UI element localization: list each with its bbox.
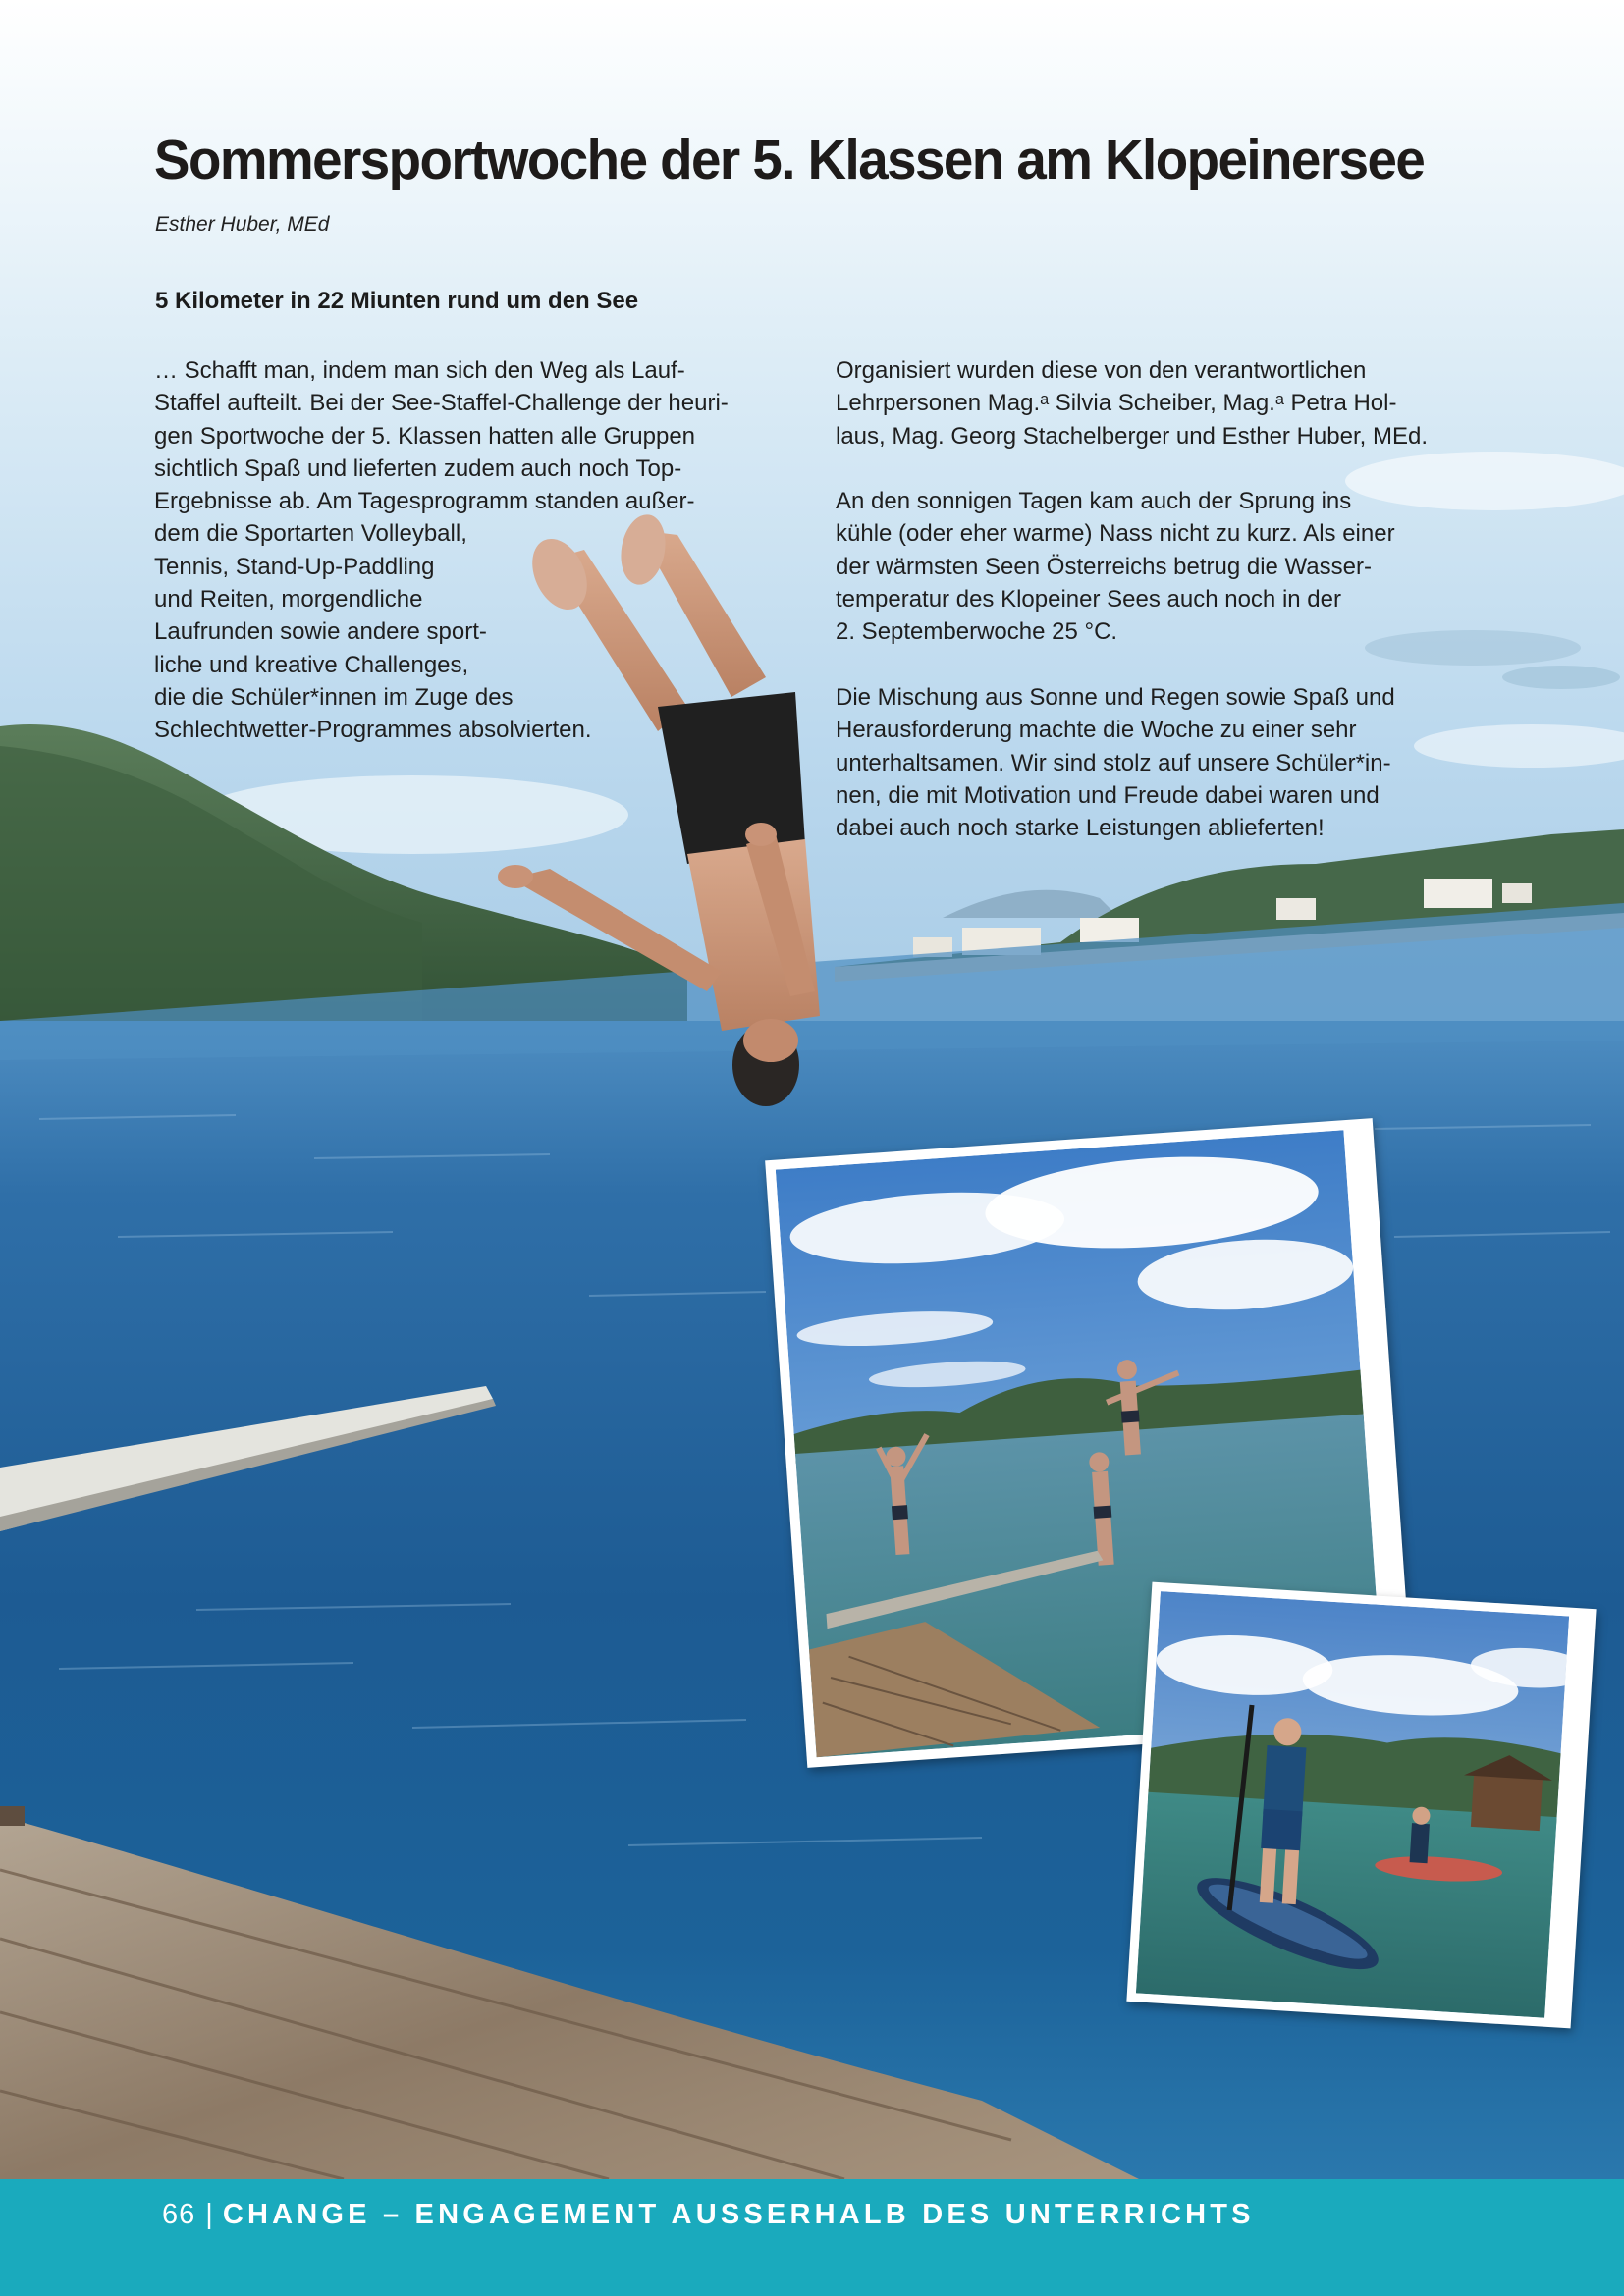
right-column-line: unterhaltsamen. Wir sind stolz auf unsere Schüler*in- <box>836 749 1391 776</box>
right-column-line: temperatur des Klopeiner Sees auch noch in der <box>836 586 1341 614</box>
right-column-line: Herausforderung machte die Woche zu einer sehr <box>836 717 1357 744</box>
right-column-line: Organisiert wurden diese von den verantwortlichen <box>836 357 1367 384</box>
right-column-line: dabei auch noch starke Leistungen ablieferten! <box>836 815 1325 842</box>
section-title: CHANGE – ENGAGEMENT AUSSERHALB DES UNTERRICHTS <box>222 2199 1255 2230</box>
left-column-line: gen Sportwoche der 5. Klassen hatten alle Gruppen <box>154 422 696 450</box>
left-column-line: dem die Sportarten Volleyball, <box>154 520 467 548</box>
paragraph-spacer <box>836 453 1428 485</box>
left-column-line: Schlechtwetter-Programmes absolvierten. <box>154 717 592 744</box>
article-author: Esther Huber, MEd <box>155 213 330 236</box>
left-column-line: und Reiten, morgendliche <box>154 586 423 614</box>
left-column-line: liche und kreative Challenges, <box>154 651 469 678</box>
article-subheading: 5 Kilometer in 22 Miunten rund um den See <box>155 288 639 314</box>
right-column-line: laus, Mag. Georg Stachelberger und Esther Huber, MEd. <box>836 422 1428 450</box>
right-column-line: kühle (oder eher warme) Nass nicht zu kurz. Als einer <box>836 520 1395 548</box>
right-column-line: Die Mischung aus Sonne und Regen sowie Spaß und <box>836 683 1395 711</box>
page-number: 66 <box>162 2199 196 2230</box>
left-text-column <box>154 354 729 747</box>
right-text-column <box>836 354 1428 844</box>
right-column-line: An den sonnigen Tagen kam auch der Sprung ins <box>836 488 1352 515</box>
article-title: Sommersportwoche der 5. Klassen am Klopeinersee <box>154 129 1425 191</box>
paragraph-spacer <box>836 649 1428 681</box>
left-column-line: Staffel aufteilt. Bei der See-Staffel-Challenge der heuri- <box>154 390 729 417</box>
right-column-line: nen, die mit Motivation und Freude dabei waren und <box>836 781 1380 809</box>
footer-separator: | <box>205 2199 213 2230</box>
left-column-line: sichtlich Spaß und lieferten zudem auch noch Top- <box>154 454 682 482</box>
footer-running-head <box>162 2199 1255 2231</box>
left-column-line: Laufrunden sowie andere sport- <box>154 618 487 646</box>
right-column-line: 2. Septemberwoche 25 °C. <box>836 618 1118 646</box>
right-column-line: Lehrpersonen Mag.ᵃ Silvia Scheiber, Mag.ᵃ Petra Hol- <box>836 390 1397 417</box>
footer-band <box>0 2179 1624 2296</box>
inset-photo-stand-up-paddling <box>1126 1582 1596 2029</box>
left-column-line: die die Schüler*innen im Zuge des <box>154 683 514 711</box>
left-column-line: Tennis, Stand-Up-Paddling <box>154 553 435 580</box>
left-column-line: Ergebnisse ab. Am Tagesprogramm standen außer- <box>154 488 695 515</box>
right-column-line: der wärmsten Seen Österreichs betrug die Wasser- <box>836 553 1372 580</box>
left-column-line: … Schafft man, indem man sich den Weg als Lauf- <box>154 357 685 384</box>
